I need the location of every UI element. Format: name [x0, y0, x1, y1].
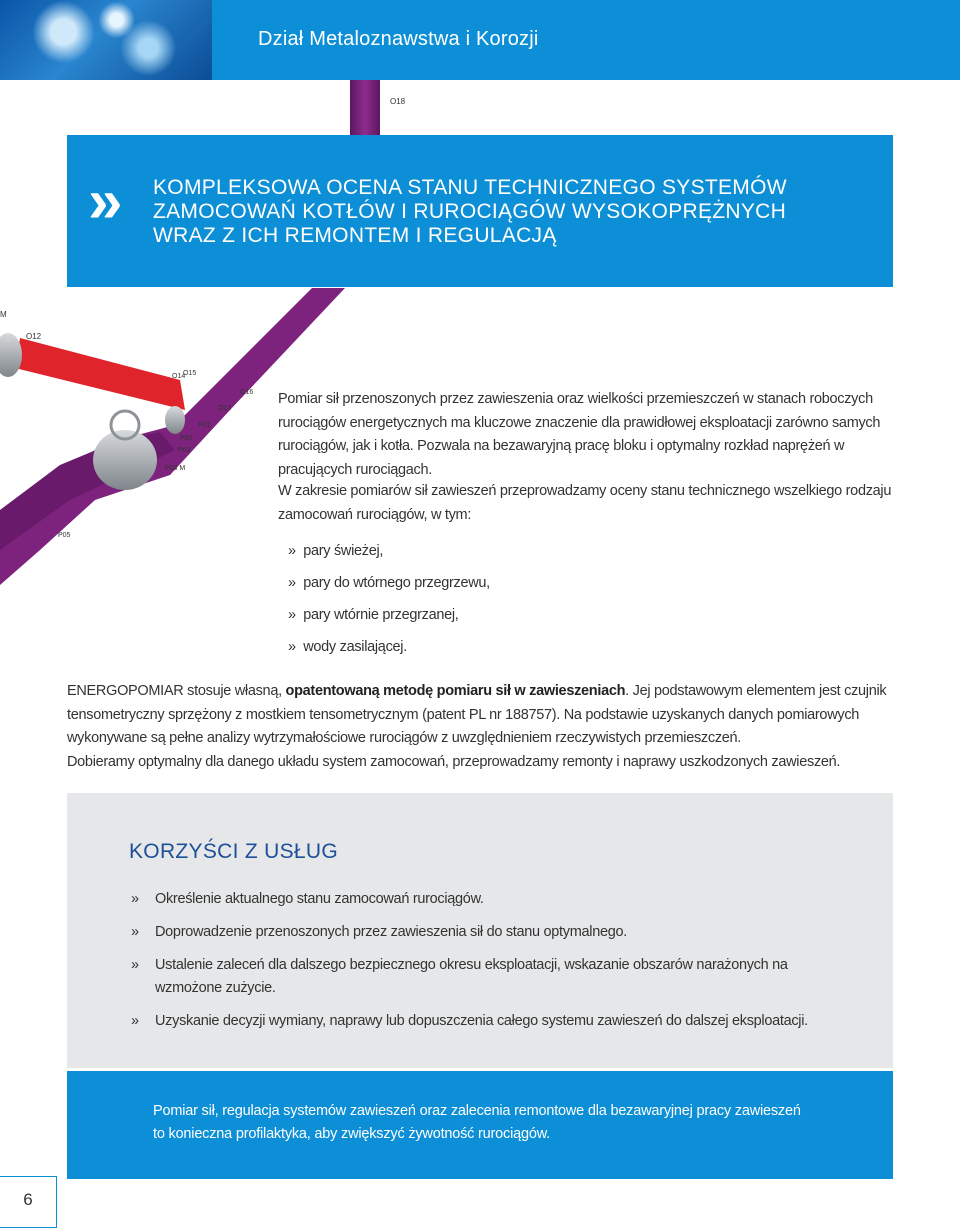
- list-item: » wody zasilającej.: [288, 639, 407, 655]
- bullet-marker: »: [131, 891, 139, 907]
- bullet-marker: »: [288, 639, 296, 655]
- title-line-3: WRAZ Z ICH REMONTEM I REGULACJĄ: [153, 224, 557, 247]
- summary-text: Pomiar sił, regulacja systemów zawieszeń oraz zalecenia remontowe dla bezawaryjnej pracy zawieszeń to konieczna profilaktyka, aby zwiększyć żywotność rurociągów.: [153, 1103, 801, 1142]
- method-bold: opatentowaną metodę pomiaru sił w zawieszeniach: [285, 683, 626, 699]
- bullet-marker: »: [131, 957, 139, 973]
- red-pipe: [15, 338, 185, 410]
- benefits-list: [131, 888, 851, 1043]
- label-p02: P02: [180, 435, 193, 442]
- bullet-marker: »: [131, 1013, 139, 1029]
- bullet-marker: »: [288, 543, 296, 559]
- scope-list: [288, 540, 490, 668]
- list-item: » Określenie aktualnego stanu zamocowań rurociągów.: [131, 888, 851, 911]
- header-title: Dział Metaloznawstwa i Korozji: [258, 28, 539, 50]
- label-o15: O15: [183, 370, 197, 377]
- list-item: » Ustalenie zaleceń dla dalszego bezpiecznego okresu eksploatacji, wskazanie obszarów narażonych na wzmożone zużycie.: [131, 954, 851, 1000]
- bullet-marker: »: [288, 607, 296, 623]
- page-header: [0, 0, 960, 80]
- scope-paragraph: W zakresie pomiarów sił zawieszeń przeprowadzamy oceny stanu technicznego wszelkiego rodzaju zamocowań rurociągów, w tym:: [278, 483, 892, 523]
- page-title: [153, 176, 787, 248]
- bullet-marker: »: [288, 575, 296, 591]
- intro-paragraph: Pomiar sił przenoszonych przez zawieszenia oraz wielkości przemieszczeń w stanach roboczych rurociągów energetycznych ma kluczowe znaczenie dla prawidłowej eksploatacji zarówno samych rurociągów, jak i kotła. Pozwala na bezawaryjną pracę bloku i optymalny rozkład naprężeń w pracujących rurociągach.: [278, 391, 881, 478]
- page-number: 6: [23, 1190, 33, 1209]
- list-item: » pary do wtórnego przegrzewu,: [288, 575, 490, 591]
- label-o14: O14: [172, 373, 186, 380]
- label-o18: O18: [390, 97, 406, 106]
- list-item: » Uzyskanie decyzji wymiany, naprawy lub dopuszczenia całego systemu zawieszeń do dalszej eksploatacji.: [131, 1010, 851, 1033]
- method-line-2: Dobieramy optymalny dla danego układu system zamocowań, przeprowadzamy remonty i naprawy uszkodzonych zawieszeń.: [67, 753, 841, 770]
- list-item: » pary wtórnie przegrzanej,: [288, 607, 459, 623]
- label-p01: P01: [198, 422, 211, 429]
- water-header-image: [0, 0, 212, 80]
- title-line-2: ZAMOCOWAŃ KOTŁÓW I RUROCIĄGÓW WYSOKOPRĘŻNYCH: [153, 200, 787, 223]
- benefits-title: KORZYŚCI Z USŁUG: [129, 840, 338, 863]
- valve-body-small: [165, 406, 185, 434]
- label-m: M: [0, 310, 7, 319]
- bullet-marker: »: [131, 924, 139, 940]
- valve-body-left: [0, 333, 22, 377]
- label-p03m: P03 M: [165, 465, 186, 472]
- title-marker: »: [88, 167, 117, 236]
- label-p03: P03: [178, 447, 191, 454]
- list-item: » pary świeżej,: [288, 543, 384, 559]
- title-line-1: KOMPLEKSOWA OCENA STANU TECHNICZNEGO SYSTEMÓW: [153, 176, 787, 199]
- list-item: » Doprowadzenie przenoszonych przez zawieszenia sił do stanu optymalnego.: [131, 921, 851, 944]
- label-o13: O13: [218, 405, 232, 412]
- label-p05: P05: [58, 532, 71, 539]
- label-o16: O16: [240, 389, 254, 396]
- vertical-pipe: [350, 80, 380, 136]
- method-paragraph: ENERGOPOMIAR stosuje własną, opatentowaną metodę pomiaru sił w zawieszeniach. Jej podstawowym elementem jest czujnik tensometryczny sprzężony z mostkiem tensometrycznym (patent PL nr 188757). Na podstawie uzyskanych danych pomiarowych wykonywane są pełne analizy wytrzymałościowe rurociągów z uwzględnieniem rzeczywistych przemieszczeń. Dobieramy optymalny dla danego układu system zamocowań, przeprowadzamy remonty i naprawy uszkodzonych zawieszeń.: [67, 683, 887, 770]
- label-o12: O12: [26, 332, 42, 341]
